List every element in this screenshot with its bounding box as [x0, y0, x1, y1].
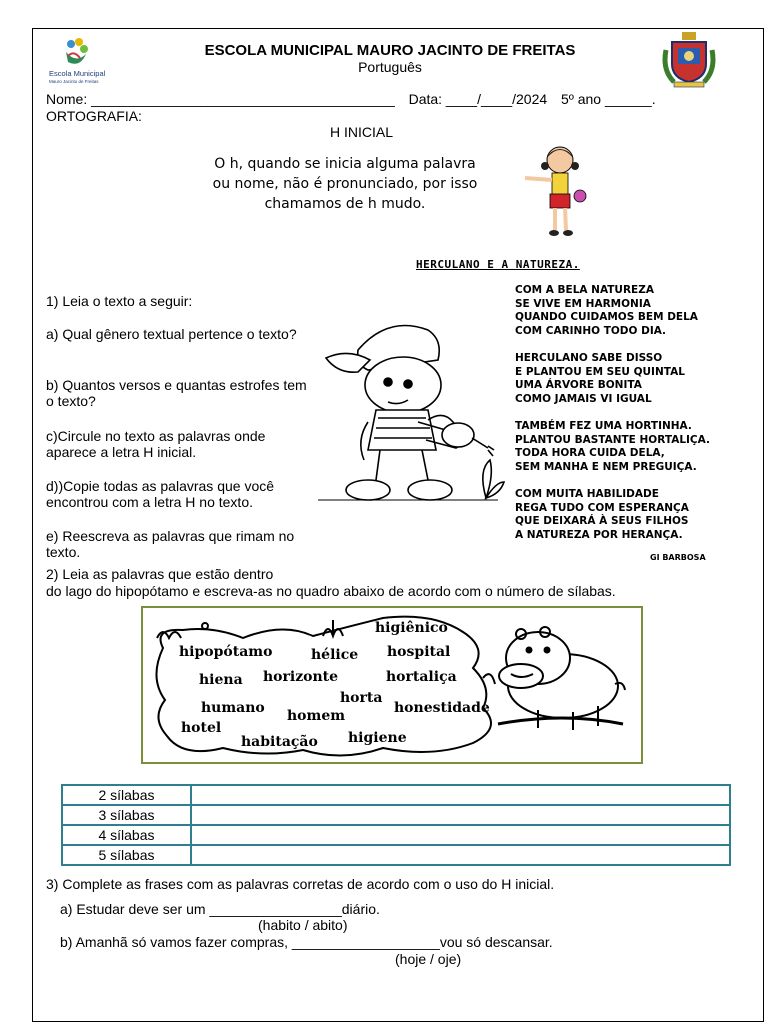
question-1d: d))Copie todas as palavras que você encontrou com a letra H no texto.	[46, 478, 275, 510]
lake-word: hélice	[311, 647, 359, 663]
section-heading: ORTOGRAFIA:	[46, 108, 142, 124]
lake-word: hipopótamo	[179, 644, 273, 660]
stanza-1	[515, 284, 730, 338]
table-row	[62, 785, 730, 805]
stanza-3	[515, 420, 730, 474]
logo-text-line1: Escola Municipal	[49, 69, 106, 78]
lake-word: hiena	[199, 672, 243, 688]
poem-author: GI BARBOSA	[650, 553, 706, 562]
topic-heading: H INICIAL	[330, 124, 394, 140]
intro-text: O h, quando se inicia alguma palavra ou nome, não é pronunciado, por isso chamamos de h mudo.	[212, 156, 478, 212]
verse: UMA ÁRVORE BONITA	[515, 379, 642, 391]
verse: A NATUREZA POR HERANÇA.	[515, 528, 683, 541]
lake-word: honestidade	[394, 700, 490, 716]
answer-cell[interactable]	[191, 825, 730, 845]
question-1e: e) Reescreva as palavras que rimam no texto.	[46, 528, 295, 560]
question-2	[46, 566, 726, 600]
table-row	[62, 825, 730, 845]
question-3a-text: Estudar deve ser um _________________diário.	[76, 901, 380, 917]
student-info-line	[46, 91, 656, 107]
verse: QUE DEIXARÁ À SEUS FILHOS	[515, 515, 689, 527]
poem-title: HERCULANO E A NATUREZA.	[416, 258, 580, 271]
syllable-table	[61, 784, 731, 866]
verse: PLANTOU BASTANTE HORTALIÇA.	[515, 433, 710, 446]
question-3: 3) Complete as frases com as palavras corretas de acordo com o uso do H inicial.	[46, 876, 555, 892]
lake-word: higiênico	[375, 620, 448, 636]
verse: REGA TUDO COM ESPERANÇA	[515, 501, 689, 514]
logo-text-line2: Mauro Jacinto de Freitas	[49, 79, 99, 84]
boy-watering-illustration	[318, 310, 508, 510]
verse: TODA HORA CUIDA DELA,	[515, 447, 665, 459]
lake-word: higiene	[348, 730, 407, 746]
question-3b-text: Amanhã só vamos fazer compras, ___________________vou só descansar.	[75, 934, 553, 950]
lake-word: hospital	[387, 644, 451, 660]
stanza-4	[515, 488, 730, 542]
name-field[interactable]: Nome: _______________________________________	[46, 91, 395, 107]
subject-name: Português	[358, 59, 422, 75]
lake-word: humano	[201, 700, 265, 716]
girl-illustration	[522, 140, 592, 240]
stanza-2	[515, 352, 730, 406]
question-2-line2: do lago do hipopótamo e escreva-as no quadro abaixo de acordo com o número de sílabas.	[46, 583, 616, 599]
verse: SE VIVE EM HARMONIA	[515, 297, 651, 310]
lake-word: horizonte	[263, 669, 339, 685]
verse: COM MUITA HABILIDADE	[515, 488, 659, 500]
verse: QUANDO CUIDAMOS BEM DELA	[515, 311, 698, 323]
verse: HERCULANO SABE DISSO	[515, 352, 663, 364]
lake-word: homem	[287, 708, 346, 724]
verse: COM A BELA NATUREZA	[515, 284, 654, 296]
row-label: 5 sílabas	[62, 845, 191, 865]
school-logo	[46, 32, 108, 86]
verse: TAMBÉM FEZ UMA HORTINHA.	[515, 420, 692, 432]
verse: SEM MANHA E NEM PREGUIÇA.	[515, 460, 697, 473]
row-label: 3 sílabas	[62, 805, 191, 825]
table-row	[62, 805, 730, 825]
question-3a-label: a)	[60, 901, 73, 917]
question-3a[interactable]	[60, 901, 380, 917]
lake-word: horta	[340, 690, 383, 706]
question-1a: a) Qual gênero textual pertence o texto?	[46, 326, 297, 342]
verse: COMO JAMAIS VI IGUAL	[515, 392, 652, 405]
question-3a-hint: (habito / abito)	[258, 917, 348, 933]
question-2-line1: 2) Leia as palavras que estão dentro	[46, 566, 274, 582]
lake-word: hortaliça	[386, 669, 457, 685]
lake-word: hotel	[181, 720, 222, 736]
table-row	[62, 845, 730, 865]
question-3b-label: b)	[60, 934, 73, 950]
answer-cell[interactable]	[191, 805, 730, 825]
question-3b-hint: (hoje / oje)	[395, 951, 462, 967]
answer-cell[interactable]	[191, 785, 730, 805]
question-3b[interactable]	[60, 934, 553, 950]
school-name: ESCOLA MUNICIPAL MAURO JACINTO DE FREITAS	[204, 42, 576, 59]
poem-body	[515, 284, 730, 556]
verse: COM CARINHO TODO DIA.	[515, 324, 667, 337]
question-1c: c)Circule no texto as palavras onde aparece a letra H inicial.	[46, 428, 266, 460]
verse: E PLANTOU EM SEU QUINTAL	[515, 365, 685, 378]
question-1b: b) Quantos versos e quantas estrofes tem o texto?	[46, 377, 307, 409]
question-1: 1) Leia o texto a seguir:	[46, 293, 193, 309]
answer-cell[interactable]	[191, 845, 730, 865]
row-label: 2 sílabas	[62, 785, 191, 805]
lake-word: habitação	[241, 734, 318, 750]
date-field[interactable]: Data: ____/____/2024	[408, 91, 548, 107]
row-label: 4 sílabas	[62, 825, 191, 845]
hippo-lake-box	[141, 606, 643, 764]
grade-field[interactable]: 5º ano ______.	[560, 91, 656, 107]
municipal-crest	[660, 30, 718, 90]
